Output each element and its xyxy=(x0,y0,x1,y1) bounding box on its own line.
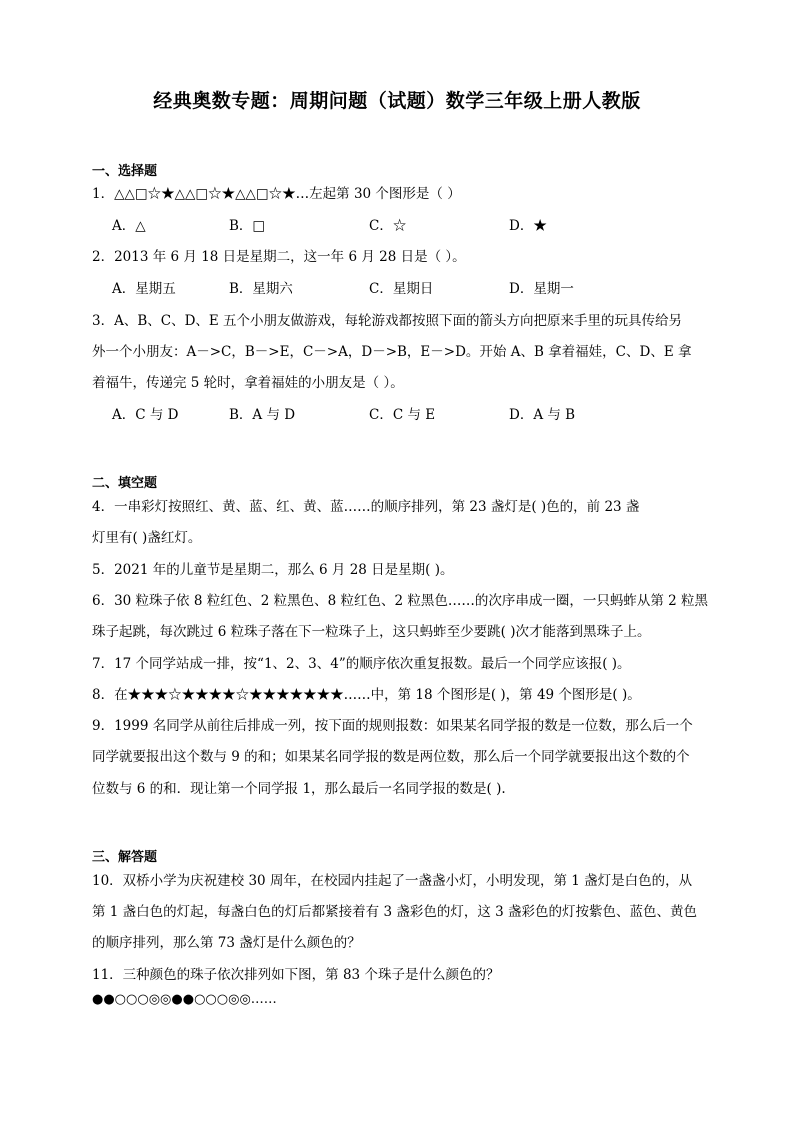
question-2: 2．2013 年 6 月 18 日是星期二，这一年 6 月 28 日是（ ）。 xyxy=(92,249,466,265)
question-10-line-2: 第 1 盏白色的灯起，每盏白色的灯后都紧接着有 3 盏彩色的灯，这 3 盏彩色的灯按紫色、蓝色、黄色 xyxy=(92,904,698,920)
option-c: C．星期日 xyxy=(369,281,434,297)
question-4-line-2: 灯里有( )盏红灯。 xyxy=(92,530,202,546)
option-a: A．星期五 xyxy=(112,281,176,297)
question-6-line-2: 珠子起跳，每次跳过 6 粒珠子落在下一粒珠子上，这只蚂蚱至少要跳( )次才能落到黑珠子上。 xyxy=(92,624,651,640)
question-9-line-3: 位数与 6 的和．现让第一个同学报 1，那么最后一名同学报的数是( ). xyxy=(92,781,506,797)
question-10-line-1: 10．双桥小学为庆祝建校 30 周年，在校园内挂起了一盏盏小灯，小明发现，第 1 盏灯是白色的，从 xyxy=(92,873,693,889)
question-3-line-2: 外一个小朋友：A－>C，B－>E，C－>A，D－>B，E－>D。开始 A、B 拿着福娃，C、D、E 拿 xyxy=(92,344,692,360)
question-9-line-1: 9．1999 名同学从前往后排成一列，按下面的规则报数：如果某名同学报的数是一位数，那么后一个 xyxy=(92,718,693,734)
question-9-line-2: 同学就要报出这个数与 9 的和；如果某名同学报的数是两位数，那么后一个同学就要报出这个数的个 xyxy=(92,749,690,765)
option-a: A．C 与 D xyxy=(112,407,179,423)
question-11: 11．三种颜色的珠子依次排列如下图，第 83 个珠子是什么颜色的？ xyxy=(92,967,500,983)
question-3-line-3: 着福牛，传递完 5 轮时，拿着福娃的小朋友是（ ）。 xyxy=(92,375,404,391)
question-3-line-1: 3．A、B、C、D、E 五个小朋友做游戏，每轮游戏都按照下面的箭头方向把原来手里的玩具传给另 xyxy=(92,313,683,329)
option-b: B．□ xyxy=(229,218,266,234)
option-d: D．星期一 xyxy=(509,281,574,297)
section-heading-answer: 三、解答题 xyxy=(92,850,158,865)
option-b: B．星期六 xyxy=(229,281,293,297)
question-1: 1．△△□☆★△△□☆★△△□☆★…左起第 30 个图形是（ ） xyxy=(92,186,461,202)
bead-sequence: ●●○○○◎◎●●○○○◎◎…… xyxy=(92,992,277,1007)
section-heading-fill: 二、填空题 xyxy=(92,476,158,491)
question-10-line-3: 的顺序排列，那么第 73 盏灯是什么颜色的？ xyxy=(92,935,361,951)
question-7: 7．17 个同学站成一排，按“1、2、3、4”的顺序依次重复报数。最后一个同学应该报( )。 xyxy=(92,656,631,672)
option-c: C．☆ xyxy=(369,218,407,234)
question-5: 5．2021 年的儿童节是星期二，那么 6 月 28 日是星期( )。 xyxy=(92,562,454,578)
option-d: D．A 与 B xyxy=(509,407,576,423)
section-heading-choice: 一、选择题 xyxy=(92,164,158,179)
option-b: B．A 与 D xyxy=(229,407,296,423)
option-a: A．△ xyxy=(112,218,146,234)
question-4-line-1: 4．一串彩灯按照红、黄、蓝、红、黄、蓝……的顺序排列，第 23 盏灯是( )色的，前 23 盏 xyxy=(92,499,640,515)
option-c: C．C 与 E xyxy=(369,407,436,423)
question-6-line-1: 6．30 粒珠子依 8 粒红色、2 粒黑色、8 粒红色、2 粒黑色……的次序串成一圈，一只蚂蚱从第 2 粒黑 xyxy=(92,593,709,609)
option-d: D．★ xyxy=(509,218,547,234)
question-8: 8．在★★★☆★★★★☆★★★★★★★……中，第 18 个图形是( )，第 49 个图形是( )。 xyxy=(92,687,641,703)
page-title: 经典奥数专题：周期问题（试题）数学三年级上册人教版 xyxy=(153,90,641,112)
